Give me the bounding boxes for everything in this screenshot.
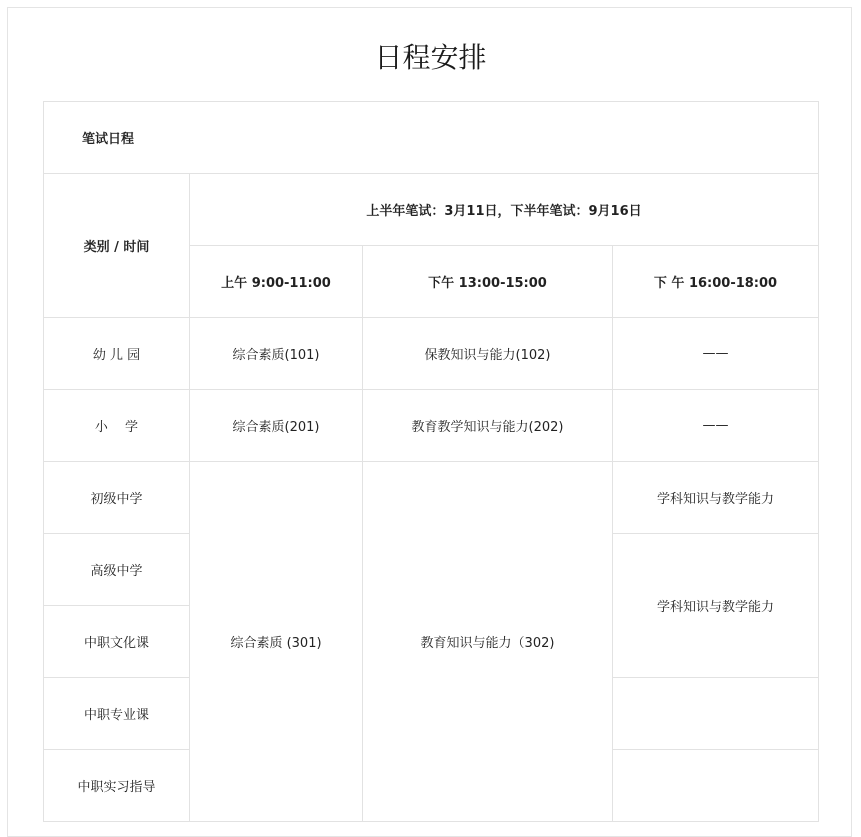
section-title-row [44, 102, 819, 174]
category-cell: 小 学 [44, 390, 190, 462]
category-cell: 中职文化课 [44, 606, 190, 678]
table-row [44, 318, 819, 390]
morning-cell: 综合素质(101) [190, 318, 363, 390]
evening-cell: —— [613, 318, 819, 390]
section-title: 笔试日程 [44, 102, 819, 174]
table-row [44, 462, 819, 534]
table-row [44, 390, 819, 462]
category-cell: 中职实习指导 [44, 750, 190, 822]
session-afternoon-header: 下午 13:00-15:00 [363, 246, 613, 318]
category-cell: 幼 儿 园 [44, 318, 190, 390]
category-cell: 高级中学 [44, 534, 190, 606]
category-cell: 中职专业课 [44, 678, 190, 750]
category-time-header: 类别 / 时间 [44, 174, 190, 318]
secondary-morning-cell: 综合素质 (301) [190, 462, 363, 822]
empty-cell [613, 750, 819, 822]
evening-cell: —— [613, 390, 819, 462]
secondary-afternoon-cell: 教育知识与能力（302) [363, 462, 613, 822]
category-cell: 初级中学 [44, 462, 190, 534]
afternoon-cell: 教育教学知识与能力(202) [363, 390, 613, 462]
empty-cell [613, 678, 819, 750]
morning-cell: 综合素质(201) [190, 390, 363, 462]
evening-cell: 学科知识与教学能力 [613, 534, 819, 678]
session-morning-header: 上午 9:00-11:00 [190, 246, 363, 318]
header-row-dates [44, 174, 819, 246]
evening-cell: 学科知识与教学能力 [613, 462, 819, 534]
schedule-table [43, 101, 819, 822]
exam-dates-header: 上半年笔试：3月11日，下半年笔试：9月16日 [190, 174, 819, 246]
page-title: 日程安排 [374, 41, 487, 74]
afternoon-cell: 保教知识与能力(102) [363, 318, 613, 390]
session-evening-header: 下 午 16:00-18:00 [613, 246, 819, 318]
